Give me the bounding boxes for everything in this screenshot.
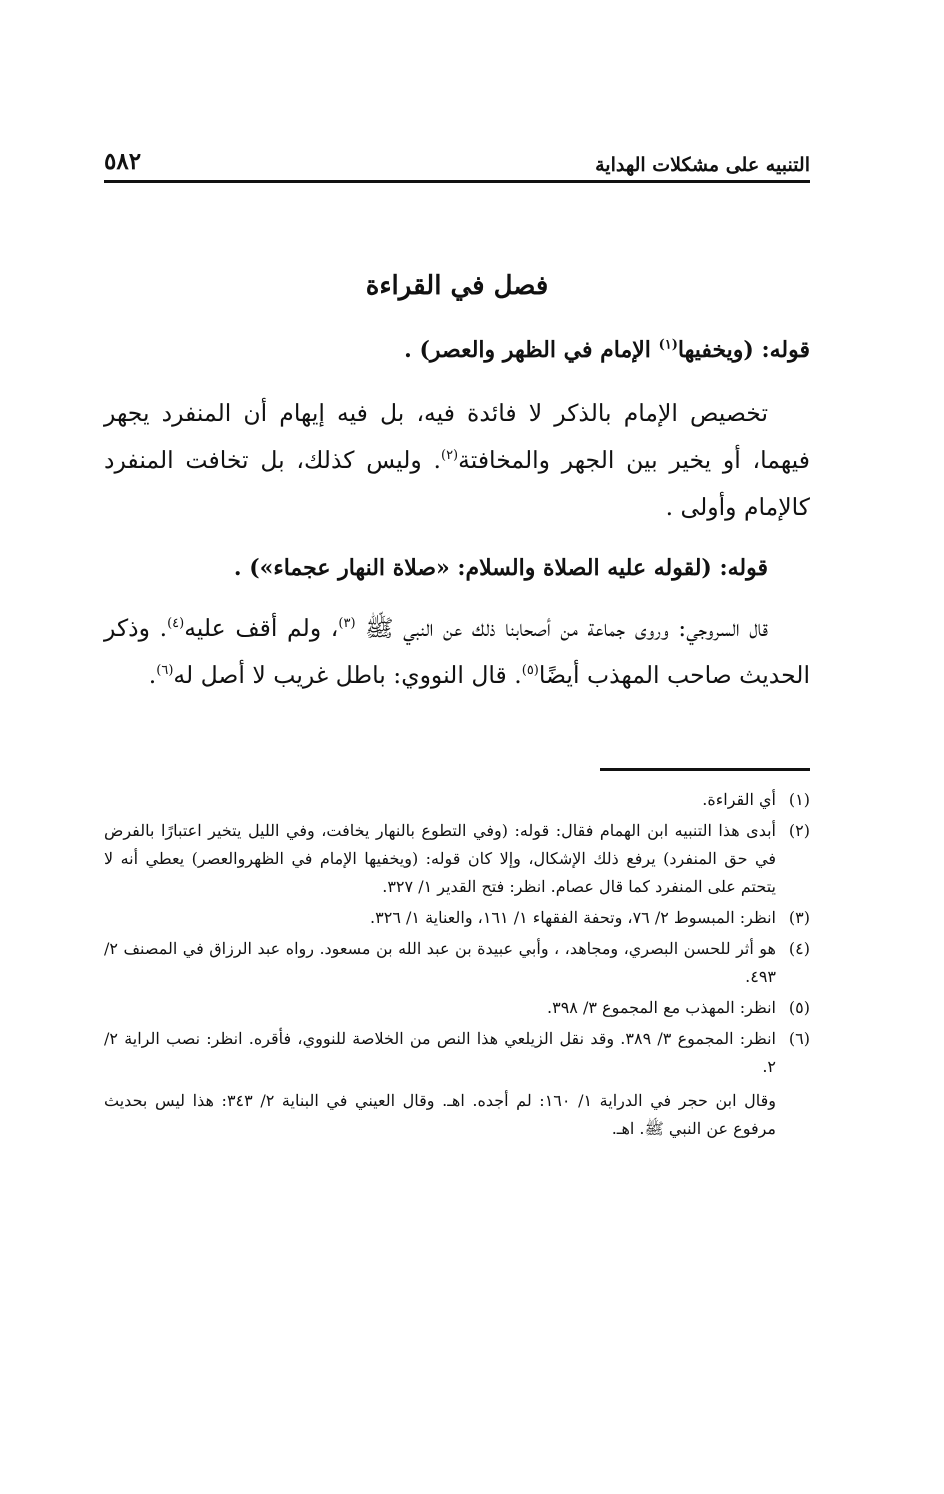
- para2-part-d: . قال النووي: باطل غريب لا أصل له: [173, 661, 522, 689]
- para2-part-b: ، ولم أقف عليه: [184, 614, 339, 642]
- footnote-separator: [600, 768, 810, 771]
- footnote-text: انظر: المبسوط ٢/ ٧٦، وتحفة الفقهاء ١/ ١٦١، والعناية ١/ ٣٢٦.: [370, 908, 776, 927]
- footnote-ref-1: (١): [658, 337, 678, 353]
- quote1-prefix: قوله: (ويخفيها: [677, 337, 810, 363]
- para2-part-e: .: [148, 661, 157, 689]
- footnote-number: (٥): [788, 998, 810, 1017]
- footnote-text: هو أثر للحسن البصري، ومجاهد، ، وأبي عبيدة بن عبد الله بن مسعود. رواه عبد الرزاق في المصنف ٢/ ٤٩٣.: [104, 939, 776, 986]
- para1-part-a: تخصيص الإمام بالذكر لا فائدة فيه، بل فيه إيهام أن المنفرد يجهر فيهما، أو يخير بين الجهر والمخافتة: [104, 399, 810, 474]
- footnote-ref-2: (٢): [440, 448, 459, 464]
- footnote-1: [104, 786, 810, 814]
- paragraph-1: [104, 390, 810, 531]
- footnote-ref-5: (٥): [521, 663, 539, 679]
- footnote-text: أبدى هذا التنبيه ابن الهمام فقال: قوله: (وفي التطوع بالنهار يخافت، وفي الليل يتخير اعتبارًا بالفرض في حق المنفرد) يرفع ذلك الإشكال، وإلا كان قوله: (ويخفيها الإمام في الظهروالعصر) يعطي أنه لا يتحتم على المنفرد كما قال عصام. انظر: فتح القدير ١/ ٣٢٧.: [104, 821, 776, 896]
- footnotes: [104, 786, 810, 1146]
- footnote-number: (٢): [788, 821, 810, 840]
- quote-line-2: قوله: (لقوله عليه الصلاة والسلام: «صلاة النهار عجماء») .: [233, 555, 768, 581]
- quote-line-1: [104, 330, 810, 370]
- footnote-6-continuation: [104, 1087, 810, 1143]
- para1-part-b: . وليس كذلك، بل تخافت المنفرد كالإمام وأولى .: [104, 446, 810, 521]
- page-header: [104, 138, 810, 183]
- footnote-5: [104, 994, 810, 1022]
- footnote-text: انظر: المهذب مع المجموع ٣/ ٣٩٨.: [547, 998, 776, 1017]
- footnote-2: [104, 817, 810, 901]
- footnote-number: (١): [788, 790, 810, 809]
- paragraph-2: [104, 605, 810, 699]
- running-title: التنبيه على مشكلات الهداية: [595, 154, 810, 176]
- para2-part-a: قال السروجي: وروى جماعة من أصحابنا ذلك عن النبي ﷺ: [355, 614, 768, 642]
- footnote-ref-3: (٣): [338, 616, 356, 632]
- quote1-suffix: الإمام في الظهر والعصر) .: [404, 337, 659, 363]
- page-number: ٥٨٢: [104, 148, 142, 175]
- footnote-4: [104, 935, 810, 991]
- footnote-text: وقال ابن حجر في الدراية ١/ ١٦٠: لم أجده. اهـ. وقال العيني في البناية ٢/ ٣٤٣: هذا ليس بحديث مرفوع عن النبي ﷺ. اهـ.: [104, 1091, 777, 1138]
- footnote-text: أي القراءة.: [702, 790, 776, 809]
- para2-part-c: . وذكر الحديث صاحب المهذب أيضًا: [104, 614, 810, 689]
- footnote-number: (٤): [788, 939, 810, 958]
- footnote-ref-6: (٦): [156, 663, 174, 679]
- section-title: فصل في القراءة: [365, 271, 549, 301]
- footnote-number: (٦): [788, 1029, 810, 1048]
- footnote-number: (٣): [788, 908, 810, 927]
- footnote-text: انظر: المجموع ٣/ ٣٨٩. وقد نقل الزيلعي هذا النص من الخلاصة للنووي، فأقره. انظر: نصب الراية ٢/ ٢.: [104, 1029, 776, 1076]
- footnote-ref-4: (٤): [167, 616, 185, 632]
- footnote-3: [104, 904, 810, 932]
- footnote-6: [104, 1025, 810, 1081]
